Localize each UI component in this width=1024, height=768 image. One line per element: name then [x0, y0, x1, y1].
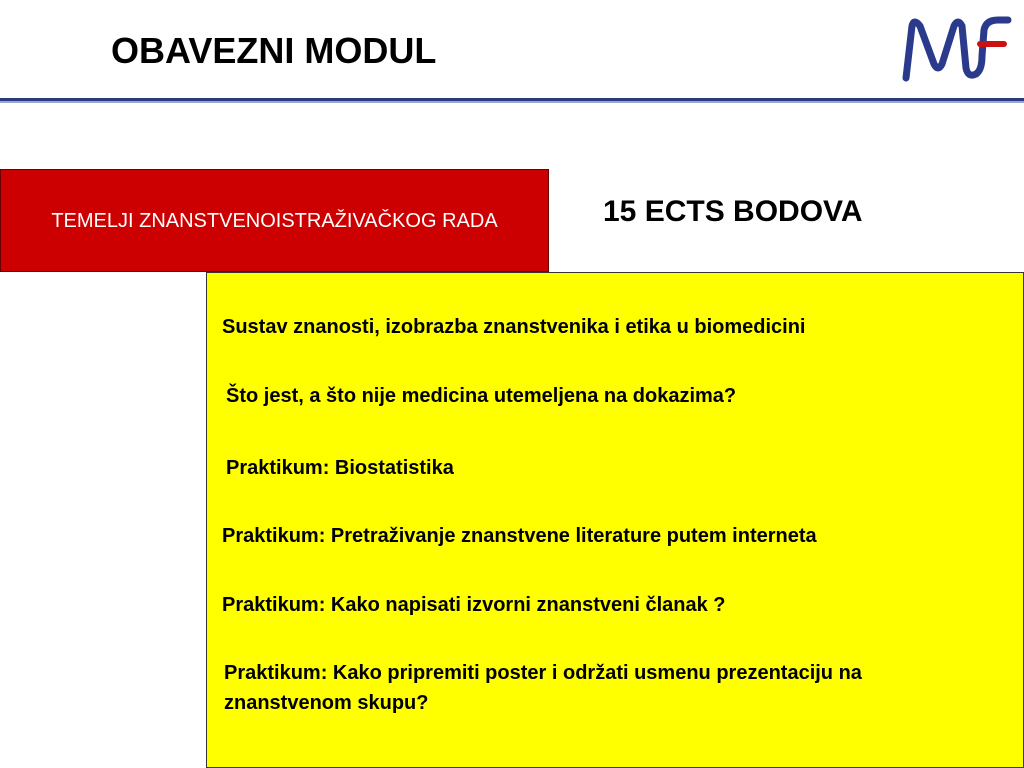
module-name-box: [0, 169, 549, 272]
logo-m-stroke: [906, 22, 976, 78]
header-rule-light: [0, 101, 1024, 103]
page-title: OBAVEZNI MODUL: [111, 30, 437, 71]
course-item: Praktikum: Kako pripremiti poster i održati usmenu prezentaciju na znanstvenom skupu?: [224, 662, 862, 714]
course-item: Praktikum: Kako napisati izvorni znanstveni članak ?: [222, 594, 726, 616]
mf-logo: [900, 12, 1012, 84]
course-item: Sustav znanosti, izobrazba znanstvenika i etika u biomedicini: [222, 316, 806, 338]
course-item: Praktikum: Pretraživanje znanstvene literature putem interneta: [222, 525, 817, 547]
module-name: TEMELJI ZNANSTVENOISTRAŽIVAČKOG RADA: [51, 209, 498, 232]
ects-credits: 15 ECTS BODOVA: [603, 195, 863, 228]
course-item: Što jest, a što nije medicina utemeljena na dokazima?: [226, 385, 737, 407]
course-item: Praktikum: Biostatistika: [226, 457, 454, 479]
